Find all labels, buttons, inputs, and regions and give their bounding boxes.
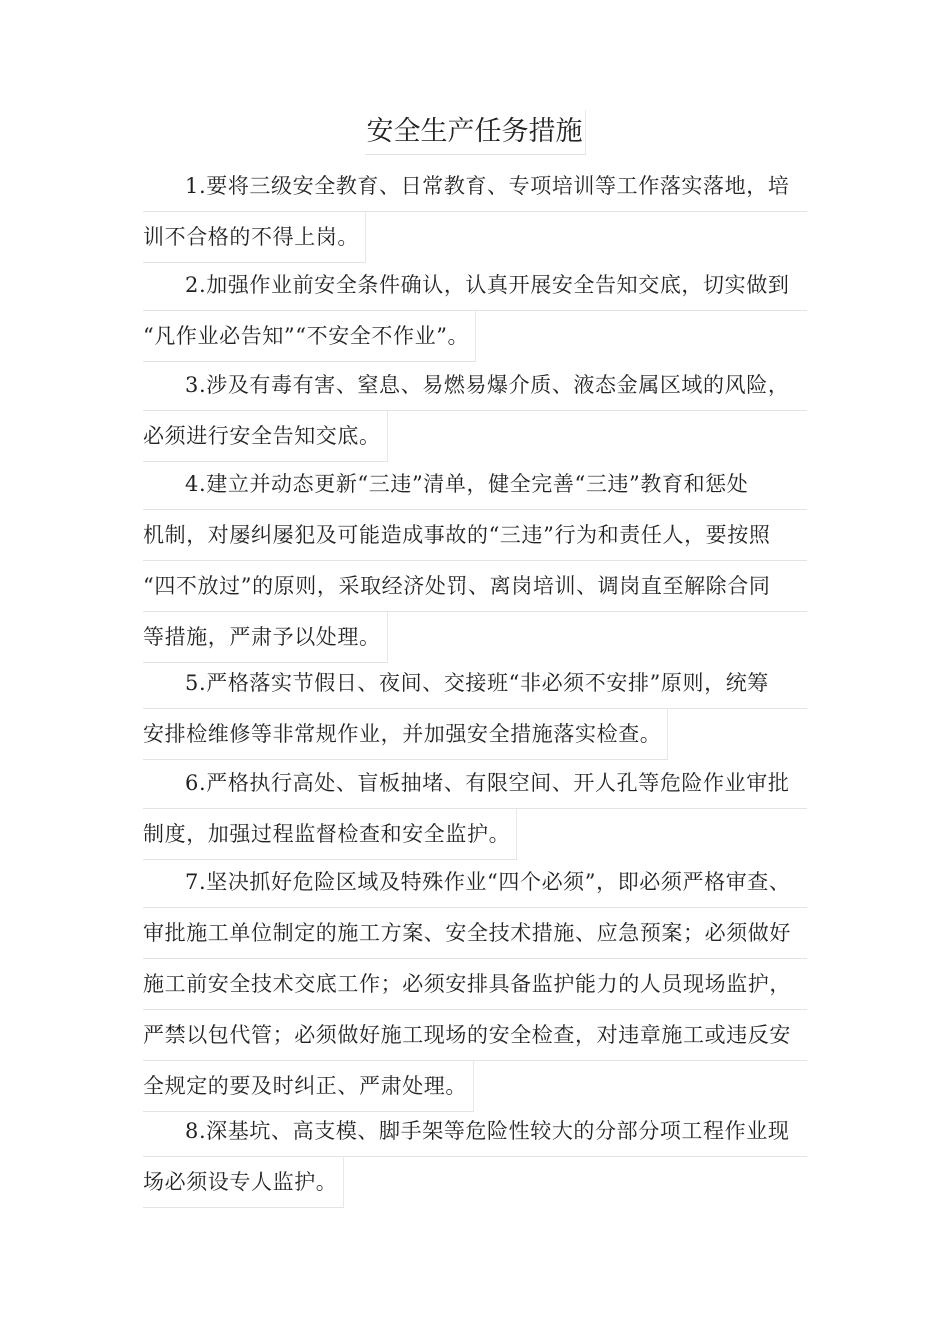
text-line: 制度，加强过程监督检查和安全监护。 (143, 809, 517, 860)
text-line: “凡作业必告知”“不安全不作业”。 (143, 311, 476, 362)
measure-item-8 (143, 1106, 807, 1226)
text-line: 3.涉及有毒有害、窒息、易燃易爆介质、液态金属区域的风险， (143, 360, 807, 411)
text-line: 审批施工单位制定的施工方案、安全技术措施、应急预案；必须做好 (143, 908, 807, 959)
text-line: “四不放过”的原则，采取经济处罚、离岗培训、调岗直至解除合同 (143, 561, 807, 612)
text-line: 训不合格的不得上岗。 (143, 212, 366, 263)
text-line: 等措施，严肃予以处理。 (143, 612, 388, 663)
text-line: 8.深基坑、高支模、脚手架等危险性较大的分部分项工程作业现 (143, 1106, 807, 1157)
text-line: 严禁以包代管；必须做好施工现场的安全检查，对违章施工或违反安 (143, 1010, 807, 1061)
text-line: 1.要将三级安全教育、日常教育、专项培训等工作落实落地，培 (143, 161, 807, 212)
measure-item-4 (143, 459, 807, 681)
text-line: 5.严格落实节假日、夜间、交接班“非必须不安排”原则，统筹 (143, 658, 807, 709)
text-line: 必须进行安全告知交底。 (143, 411, 388, 462)
text-line: 7.坚决抓好危险区域及特殊作业“四个必须”，即必须严格审查、 (143, 857, 807, 908)
text-line: 施工前安全技术交底工作；必须安排具备监护能力的人员现场监护， (143, 959, 807, 1010)
text-line: 机制，对屡纠屡犯及可能造成事故的“三违”行为和责任人，要按照 (143, 510, 807, 561)
text-line: 安排检维修等非常规作业，并加强安全措施落实检查。 (143, 709, 668, 760)
document-title (0, 110, 950, 155)
text-line: 6.严格执行高处、盲板抽堵、有限空间、开人孔等危险作业审批 (143, 758, 807, 809)
measure-item-7 (143, 857, 807, 1130)
text-line: 2.加强作业前安全条件确认，认真开展安全告知交底，切实做到 (143, 260, 807, 311)
document-title-text: 安全生产任务措施 (365, 110, 586, 155)
text-line: 全规定的要及时纠正、严肃处理。 (143, 1061, 474, 1112)
text-line: 场必须设专人监护。 (143, 1157, 344, 1208)
text-line: 4.建立并动态更新“三违”清单，健全完善“三违”教育和惩处 (143, 459, 807, 510)
